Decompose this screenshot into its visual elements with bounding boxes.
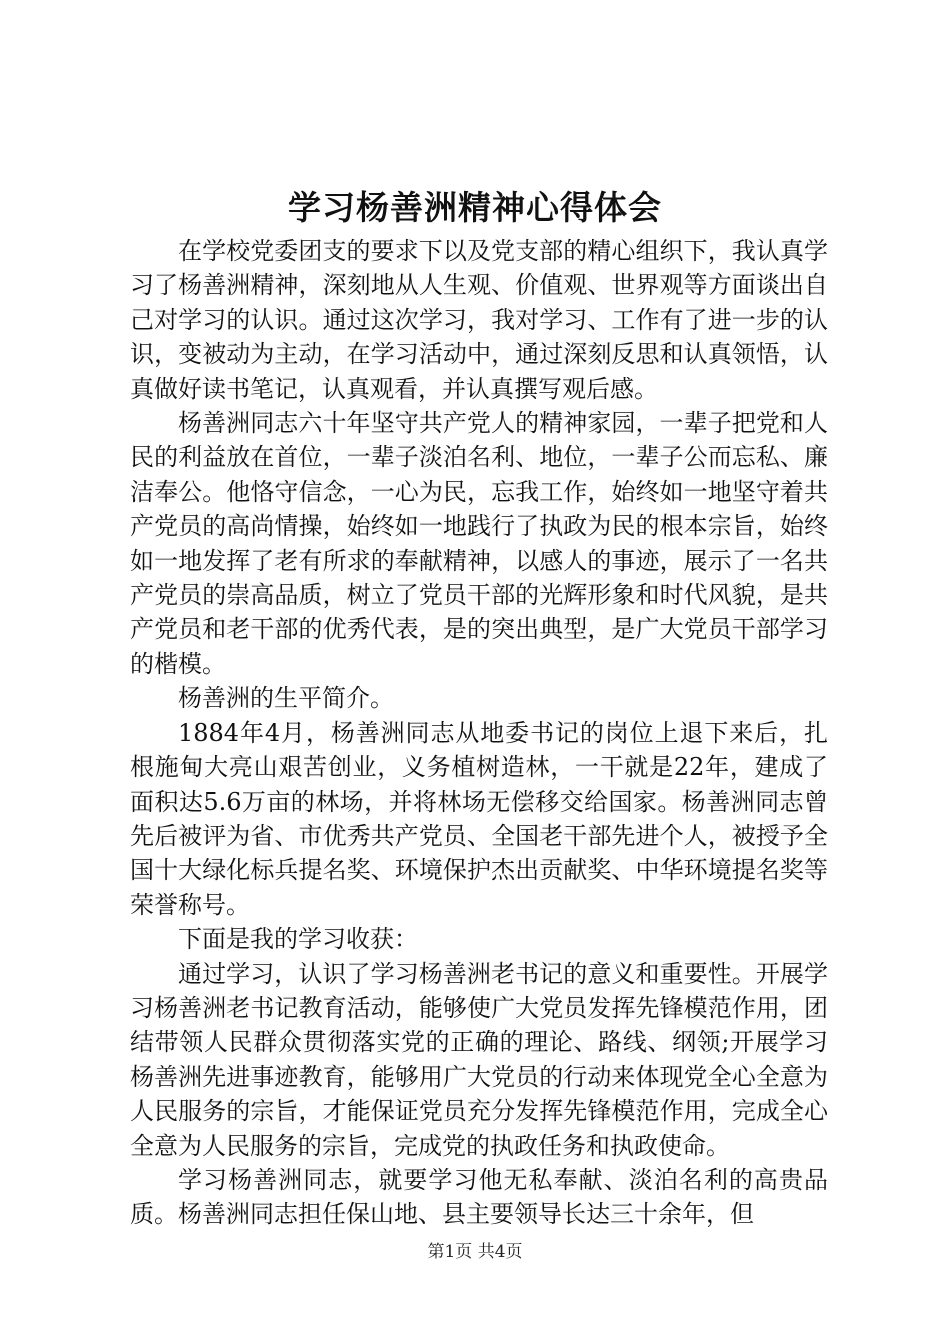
paragraph-spirit: 杨善洲同志六十年坚守共产党人的精神家园，一辈子把党和人民的利益放在首位，一辈子淡泊名利、地位，一辈子公而忘私、廉洁奉公。他恪守信念，一心为民，忘我工作，始终如一地坚守着共产党员的高尚情操，始终如一地践行了执政为民的根本宗旨，始终如一地发挥了老有所求的奉献精神，以感人的事迹，展示了一名共产党员的崇高品质，树立了党员干部的光辉形象和时代风貌，是共产党员和老干部的优秀代表，是的突出典型，是广大党员干部学习的楷模。 [130, 409, 828, 678]
paragraph-significance: 通过学习，认识了学习杨善洲老书记的意义和重要性。开展学习杨善洲老书记教育活动，能够使广大党员发挥先锋模范作用，团结带领人民群众贯彻落实党的正确的理论、路线、纲领;开展学习杨善洲先进事迹教育，能够用广大党员的行动来体现党全心全意为人民服务的宗旨，才能保证党员充分发挥先锋模范作用，完成全心全意为人民服务的宗旨，完成党的执政任务和执政使命。 [130, 959, 828, 1160]
paragraph-gains-heading: 下面是我的学习收获： [178, 925, 418, 954]
paragraph-biography-heading: 杨善洲的生平简介。 [178, 684, 394, 713]
document-body [130, 234, 828, 1232]
paragraph-qualities: 学习杨善洲同志，就要学习他无私奉献、淡泊名利的高贵品质。杨善洲同志担任保山地、县主要领导长达三十余年，但 [130, 1165, 828, 1229]
paragraph-intro: 在学校党委团支的要求下以及党支部的精心组织下，我认真学习了杨善洲精神，深刻地从人生观、价值观、世界观等方面谈出自己对学习的认识。通过这次学习，我对学习、工作有了进一步的认识，变被动为主动，在学习活动中，通过深刻反思和认真领悟，认真做好读书笔记，认真观看，并认真撰写观后感。 [130, 237, 828, 403]
document-title: 学习杨善洲精神心得体会 [288, 188, 662, 227]
page-footer: 第1页 共4页 [427, 1242, 523, 1262]
paragraph-biography: 1884年4月，杨善洲同志从地委书记的岗位上退下来后，扎根施甸大亮山艰苦创业，义务植树造林，一干就是22年，建成了面积达5.6万亩的林场，并将林场无偿移交给国家。杨善洲同志曾先后被评为省、市优秀共产党员、全国老干部先进个人，被授予全国十大绿化标兵提名奖、环境保护杰出贡献奖、中华环境提名奖等荣誉称号。 [130, 718, 828, 919]
